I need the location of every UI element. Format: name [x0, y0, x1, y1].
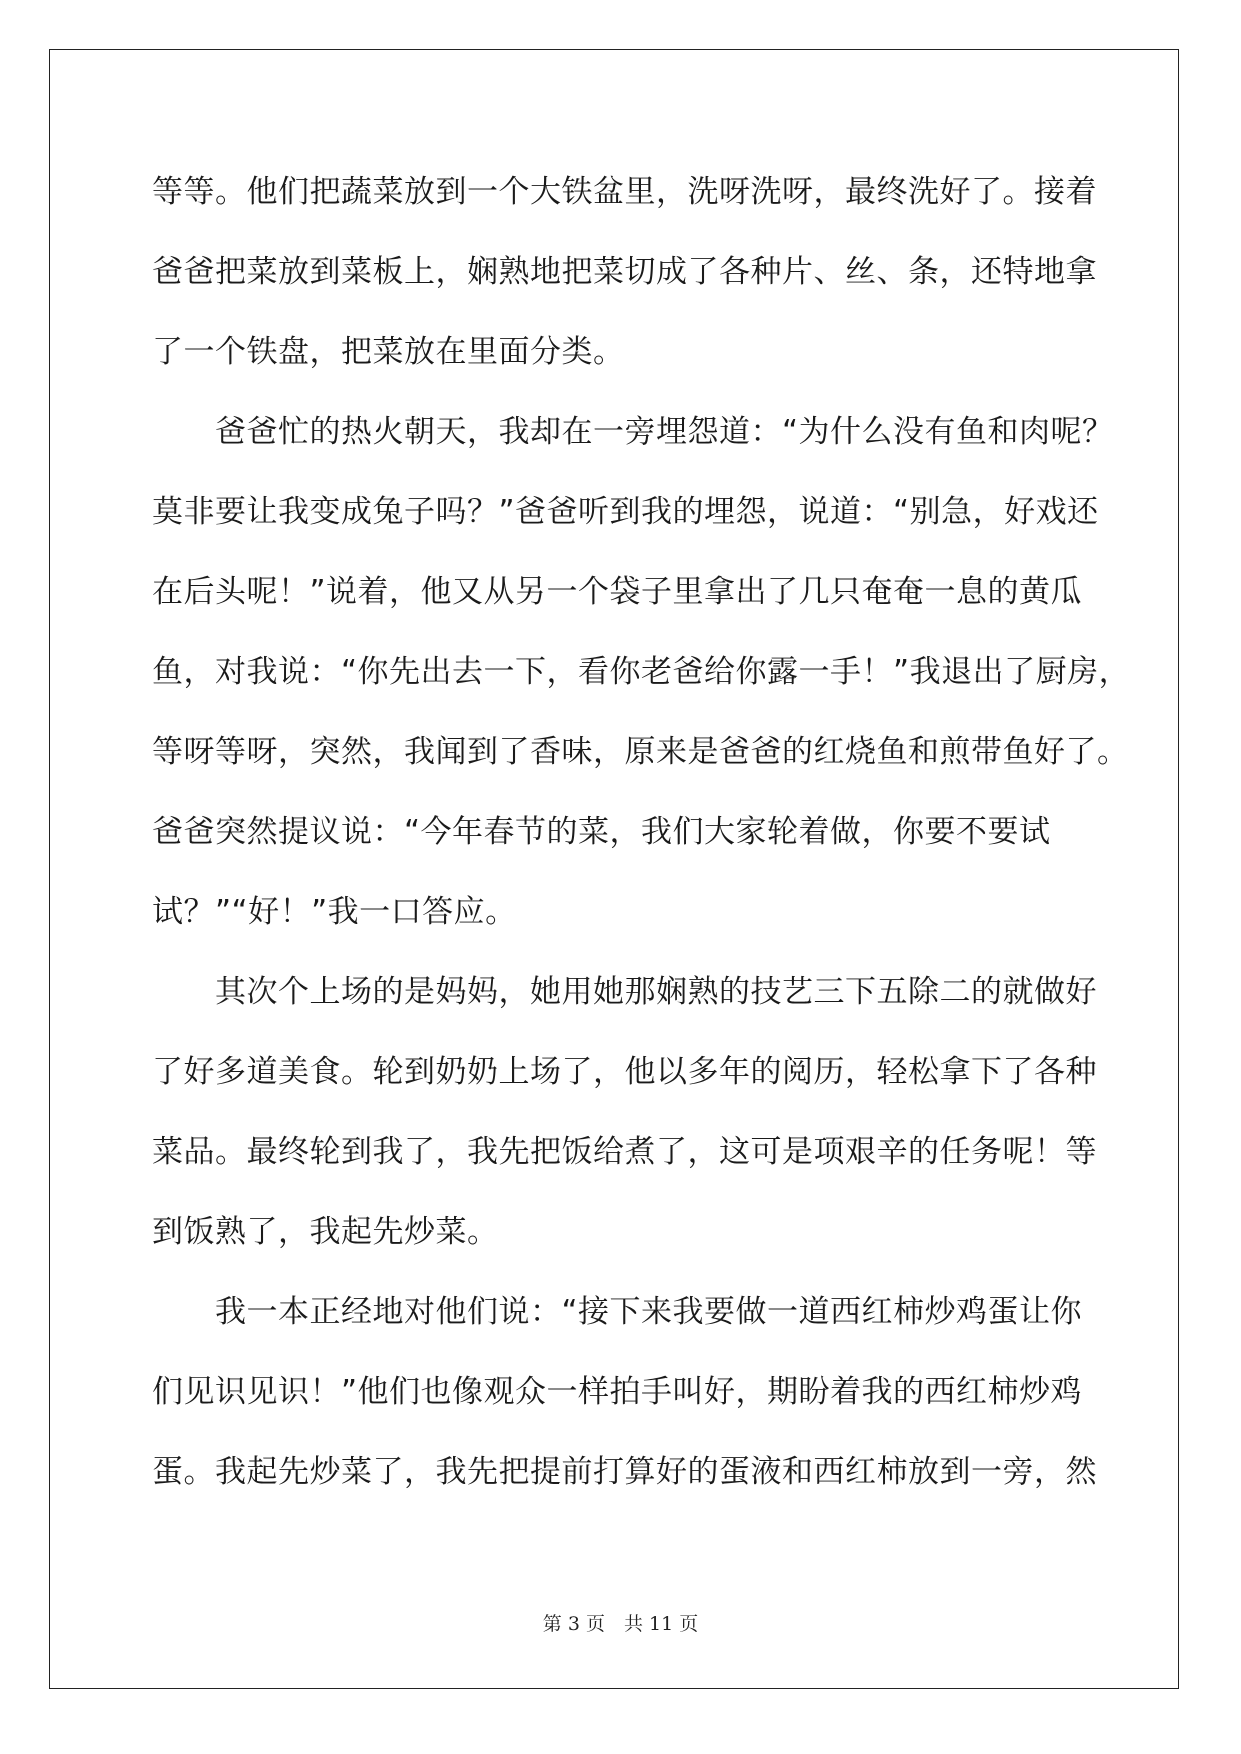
text-line: 等呀等呀，突然，我闻到了香味，原来是爸爸的红烧鱼和煎带鱼好了。 — [152, 734, 1129, 770]
text-line: 了好多道美食。轮到奶奶上场了，他以多年的阅历，轻松拿下了各种 — [152, 1054, 1097, 1090]
text-line: 爸爸把菜放到菜板上，娴熟地把菜切成了各种片、丝、条，还特地拿 — [152, 254, 1097, 290]
text-line: 爸爸忙的热火朝天，我却在一旁埋怨道：“为什么没有鱼和肉呢？ — [152, 414, 1114, 450]
text-line: 菜品。最终轮到我了，我先把饭给煮了，这可是项艰辛的任务呢！等 — [152, 1134, 1097, 1170]
text-line: 等等。他们把蔬菜放到一个大铁盆里，洗呀洗呀，最终洗好了。接着 — [152, 174, 1097, 210]
text-line: 们见识见识！”他们也像观众一样拍手叫好，期盼着我的西红柿炒鸡 — [152, 1374, 1083, 1410]
text-line: 在后头呢！”说着，他又从另一个袋子里拿出了几只奄奄一息的黄瓜 — [152, 574, 1083, 610]
text-line: 其次个上场的是妈妈，她用她那娴熟的技艺三下五除二的就做好 — [152, 974, 1097, 1010]
text-line: 了一个铁盘，把菜放在里面分类。 — [152, 334, 625, 370]
text-line: 爸爸突然提议说：“今年春节的菜，我们大家轮着做，你要不要试 — [152, 814, 1051, 850]
page-number-footer: 第 3 页 共 11 页 — [542, 1613, 699, 1635]
text-line: 蛋。我起先炒菜了，我先把提前打算好的蛋液和西红柿放到一旁，然 — [152, 1454, 1097, 1490]
text-line: 我一本正经地对他们说：“接下来我要做一道西红柿炒鸡蛋让你 — [152, 1294, 1083, 1330]
text-line: 到饭熟了，我起先炒菜。 — [152, 1214, 499, 1250]
text-line: 莫非要让我变成兔子吗？”爸爸听到我的埋怨，说道：“别急，好戏还 — [152, 494, 1099, 530]
text-line: 鱼，对我说：“你先出去一下，看你老爸给你露一手！”我退出了厨房， — [152, 654, 1131, 690]
text-line: 试？”“好！”我一口答应。 — [152, 894, 517, 930]
page-border — [49, 49, 1179, 1689]
